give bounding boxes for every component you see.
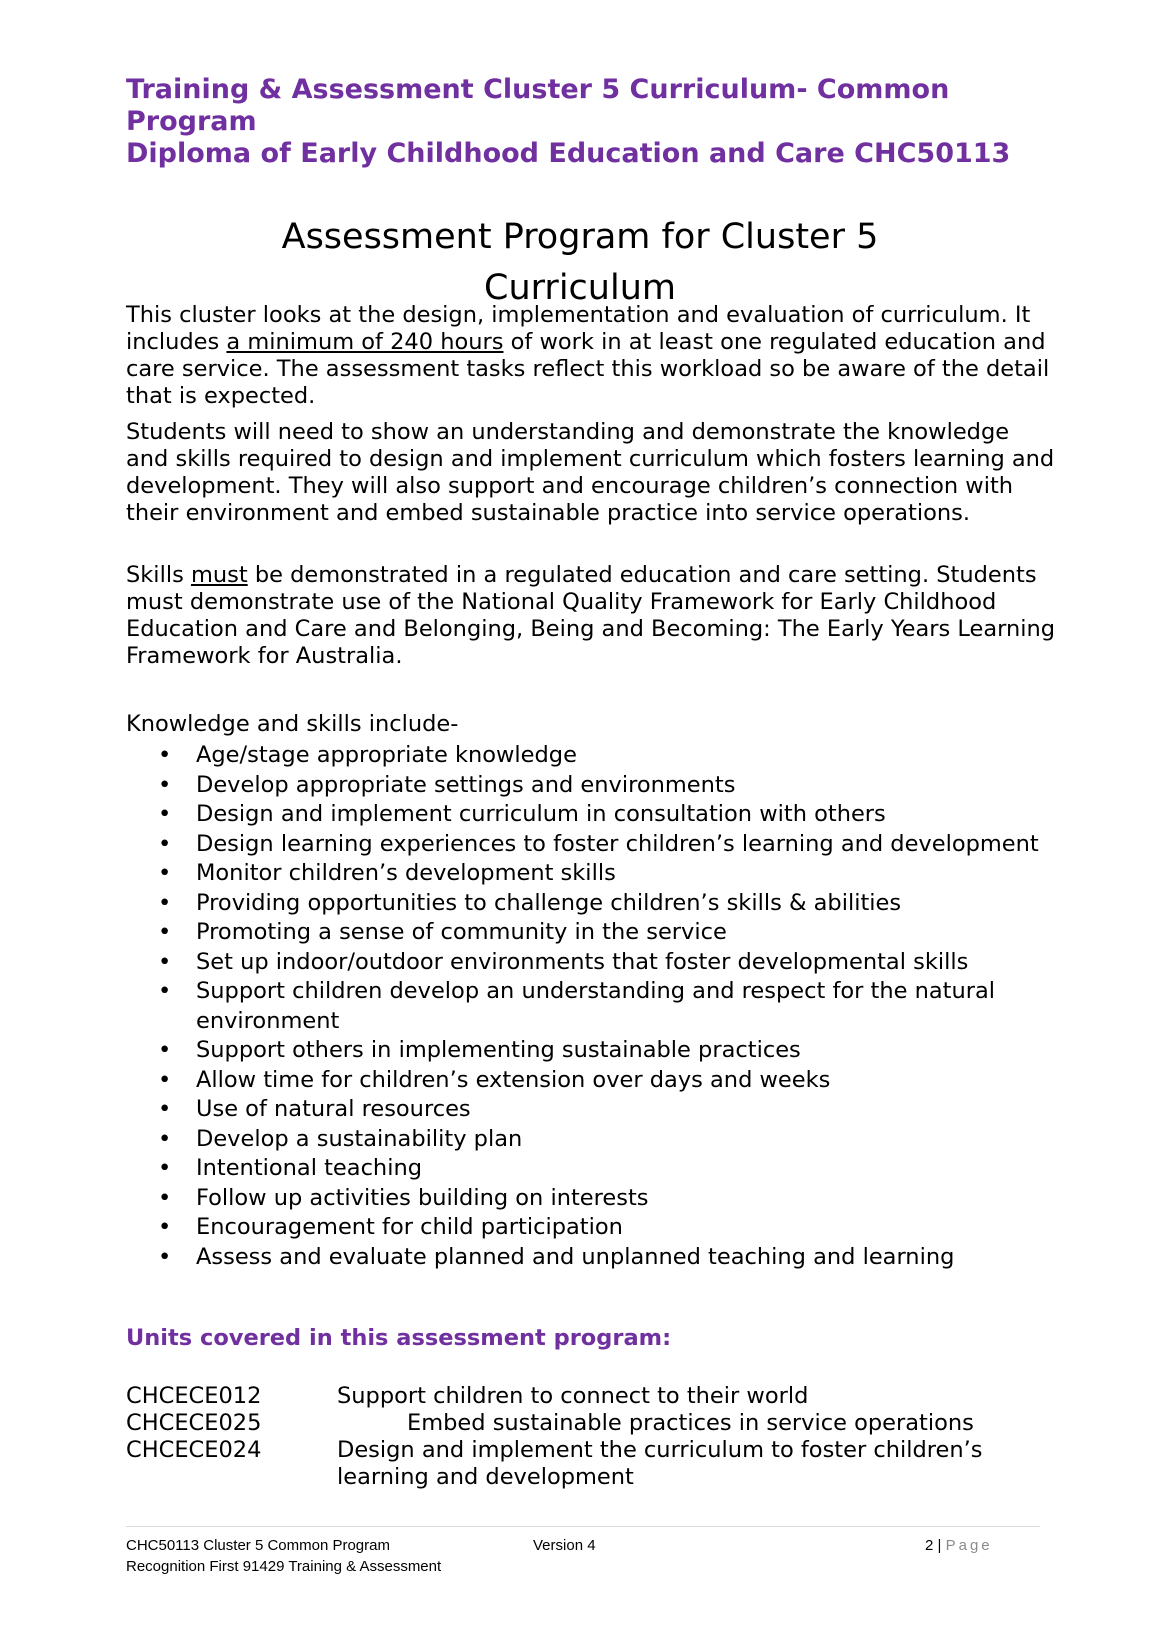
unit-row xyxy=(126,1410,1066,1437)
units-table xyxy=(126,1383,1066,1491)
page-number: 2 xyxy=(925,1537,934,1554)
page-label: Page xyxy=(945,1537,993,1554)
skills-list-item: • Encouragement for child participation xyxy=(126,1213,1056,1243)
skills-list-item: • Allow time for children’s extension over days and weeks xyxy=(126,1066,1056,1096)
skills-list-item: • Providing opportunities to challenge children’s skills & abilities xyxy=(126,889,1056,919)
intro-p1-text-after: of work in at least one regulated education and care service. The assessment tasks reflect this workload so be aware of the detail that is expected. xyxy=(126,329,1050,409)
unit-code: CHCECE024 xyxy=(126,1437,262,1463)
page-title xyxy=(180,212,980,314)
intro-p3-underlined: must xyxy=(190,562,248,588)
unit-title: Embed sustainable practices in service operations xyxy=(407,1410,974,1436)
intro-p3-text-after: be demonstrated in a regulated education and care setting. Students must demonstrate use of the National Quality Framework for Early Childhood Education and Care and Belonging, Being and Becoming: The Early Years Learning Framework for Australia. xyxy=(126,562,1056,669)
skills-list-item: • Develop appropriate settings and environments xyxy=(126,771,1056,801)
footer-version: Version 4 xyxy=(533,1537,596,1554)
document-header xyxy=(126,74,1046,170)
header-line-2: Program xyxy=(126,106,257,137)
skills-list-item: • Support children develop an understanding and respect for the natural environment xyxy=(126,977,1056,1036)
unit-title: Design and implement the curriculum to foster children’s learning and development xyxy=(337,1437,983,1490)
skills-list-item: • Design learning experiences to foster children’s learning and development xyxy=(126,830,1056,860)
footer-divider xyxy=(126,1526,1040,1527)
skills-list-item: • Support others in implementing sustainable practices xyxy=(126,1036,1056,1066)
intro-p3-text-before: Skills xyxy=(126,562,191,588)
footer-left xyxy=(126,1535,441,1577)
skills-list-item: • Use of natural resources xyxy=(126,1095,1056,1125)
header-line-1: Training & Assessment Cluster 5 Curriculum- Common xyxy=(126,74,950,105)
unit-code: CHCECE012 xyxy=(126,1383,262,1409)
footer-organisation: Recognition First 91429 Training & Assessment xyxy=(126,1558,442,1575)
skills-list-item: • Assess and evaluate planned and unplanned teaching and learning xyxy=(126,1243,1056,1273)
footer-program: CHC50113 Cluster 5 Common Program xyxy=(126,1537,390,1554)
intro-paragraph-1 xyxy=(126,302,1056,410)
skills-list-item: • Design and implement curriculum in consultation with others xyxy=(126,800,1056,830)
intro-p1-text-before: This cluster looks at the design, implementation and evaluation of curriculum. It includes xyxy=(126,302,1031,355)
unit-title: Support children to connect to their world xyxy=(337,1383,809,1409)
intro-p1-underlined: a minimum of 240 hours xyxy=(226,329,504,355)
skills-list-item: • Develop a sustainability plan xyxy=(126,1125,1056,1155)
intro-paragraph-3 xyxy=(126,562,1056,670)
skills-list xyxy=(126,741,1056,1272)
knowledge-intro: Knowledge and skills include- xyxy=(126,711,459,737)
footer-page-number xyxy=(925,1535,993,1556)
unit-row xyxy=(126,1383,1066,1410)
page-title-line-2: Curriculum xyxy=(484,268,676,308)
skills-list-item: • Set up indoor/outdoor environments that foster developmental skills xyxy=(126,948,1056,978)
unit-code: CHCECE025 xyxy=(126,1410,262,1436)
unit-row xyxy=(126,1437,1066,1491)
skills-list-item: • Monitor children’s development skills xyxy=(126,859,1056,889)
skills-list-item: • Age/stage appropriate knowledge xyxy=(126,741,1056,771)
units-heading: Units covered in this assessment program: xyxy=(126,1325,672,1351)
page-separator: | xyxy=(937,1537,942,1554)
skills-list-item: • Intentional teaching xyxy=(126,1154,1056,1184)
page-title-line-1: Assessment Program for Cluster 5 xyxy=(281,217,879,257)
skills-list-item: • Promoting a sense of community in the service xyxy=(126,918,1056,948)
intro-paragraph-2: Students will need to show an understanding and demonstrate the knowledge and skills required to design and implement curriculum which fosters learning and development. They will also support and encourage children’s connection with their environment and embed sustainable practice into service operations. xyxy=(126,419,1055,526)
skills-list-item: • Follow up activities building on interests xyxy=(126,1184,1056,1214)
header-line-3: Diploma of Early Childhood Education and Care CHC50113 xyxy=(126,138,1011,169)
